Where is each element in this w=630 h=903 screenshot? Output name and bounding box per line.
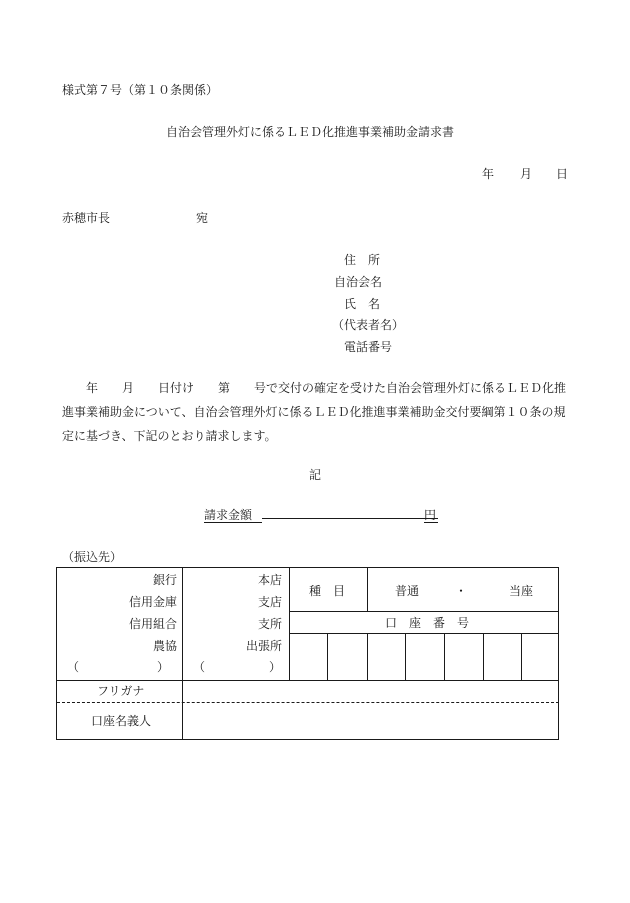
digit-divider-4 xyxy=(444,633,445,680)
addressee-name: 赤穂市長 xyxy=(62,211,111,225)
date-year: 年 xyxy=(482,167,495,181)
ki-heading: 記 xyxy=(309,468,322,482)
branch-type-3: 支所 xyxy=(258,617,283,631)
bank-type-4: 農協 xyxy=(153,639,178,653)
bank-type-3: 信用組合 xyxy=(129,617,178,631)
body-paragraph: 年 月 日付け 第 号で交付の確定を受けた自治会管理外灯に係るＬＥＤ化推進事業補助金について、自治会管理外灯に係るＬＥＤ化推進事業補助金交付要綱第１０条の規定に基づき、下記のとおり請求します。 xyxy=(62,381,567,443)
divider-type-value xyxy=(367,568,368,611)
transfer-label: （振込先） xyxy=(62,550,123,564)
divider-branch-type xyxy=(289,568,290,680)
applicant-name-label: 氏 名 xyxy=(344,297,381,311)
digit-divider-1 xyxy=(327,633,328,680)
account-type-label: 種 目 xyxy=(309,584,346,598)
divider-bank-branch xyxy=(182,568,183,740)
branch-type-1: 本店 xyxy=(258,573,283,587)
furigana-label: フリガナ xyxy=(97,684,145,698)
divider-bank-furigana xyxy=(57,680,559,681)
claim-label-underline xyxy=(204,522,262,523)
bank-paren-open: （ xyxy=(67,660,80,674)
branch-paren-open: （ xyxy=(193,660,206,674)
divider-type-number xyxy=(289,611,559,612)
document-title: 自治会管理外灯に係るＬＥＤ化推進事業補助金請求書 xyxy=(166,125,455,139)
claim-label: 請求金額 xyxy=(204,508,253,522)
digit-divider-5 xyxy=(483,633,484,680)
bank-table xyxy=(56,567,559,740)
applicant-representative-label: （代表者名） xyxy=(332,318,405,332)
bank-type-2: 信用金庫 xyxy=(129,595,178,609)
digit-divider-3 xyxy=(405,633,406,680)
form-number: 様式第７号（第１０条関係） xyxy=(62,83,219,97)
digit-divider-6 xyxy=(521,633,522,680)
account-type-current: 当座 xyxy=(509,584,534,598)
divider-furigana-holder xyxy=(57,702,559,703)
account-type-dot: ・ xyxy=(455,584,468,598)
holder-label: 口座名義人 xyxy=(91,714,152,728)
divider-number-header xyxy=(289,633,559,634)
digit-divider-2 xyxy=(367,633,368,680)
bank-type-1: 銀行 xyxy=(153,573,178,587)
claim-amount-line xyxy=(262,518,438,519)
bank-paren-close: ） xyxy=(157,660,170,674)
addressee-suffix: 宛 xyxy=(196,211,209,225)
claim-unit-underline xyxy=(424,522,438,523)
date-day: 日 xyxy=(556,167,569,181)
applicant-address-label: 住 所 xyxy=(344,253,381,267)
branch-type-4: 出張所 xyxy=(246,639,283,653)
account-type-ordinary: 普通 xyxy=(395,584,420,598)
date-month: 月 xyxy=(520,167,533,181)
applicant-phone-label: 電話番号 xyxy=(344,340,393,354)
account-number-label: 口 座 番 号 xyxy=(385,616,470,630)
branch-paren-close: ） xyxy=(269,660,282,674)
applicant-association-label: 自治会名 xyxy=(334,275,383,289)
claim-unit: 円 xyxy=(424,508,437,522)
branch-type-2: 支店 xyxy=(258,595,283,609)
